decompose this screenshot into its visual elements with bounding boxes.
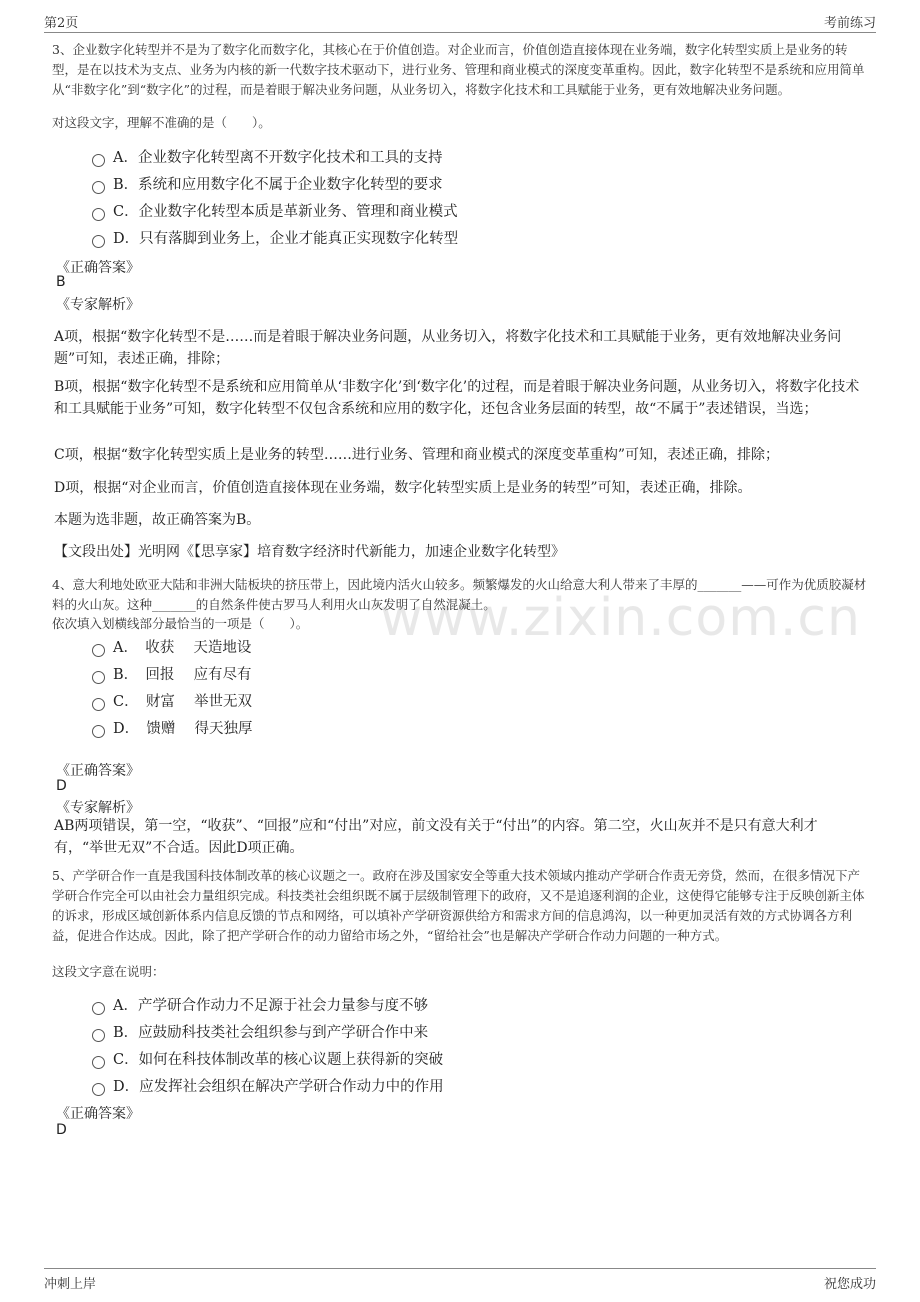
question-4-text: 4、意大利地处欧亚大陆和非洲大陆板块的挤压带上，因此境内活火山较多。频繁爆发的火山给意大利人带来了丰厚的_______——可作为优质胶凝材料的火山灰。这种_______的自然条件使古罗马人利用火山灰发明了自然混凝土。 bbox=[52, 577, 867, 612]
analysis-paragraph: AB两项错误，第一空，“收获”、“回报”应和“付出”对应，前文没有关于“付出”的内容。第二空，火山灰并不是只有意大利才有，“举世无双”不合适。因此D项正确。 bbox=[54, 818, 818, 856]
q5-option-a[interactable] bbox=[92, 994, 428, 1015]
q4-option-b[interactable] bbox=[92, 663, 252, 684]
q5-option-c[interactable] bbox=[92, 1048, 443, 1069]
question-4-prompt: 依次填入划横线部分最恰当的一项是（ ）。 bbox=[52, 616, 309, 631]
header-title: 考前练习 bbox=[823, 16, 876, 31]
option-label: C．如何在科技体制改革的核心议题上获得新的突破 bbox=[113, 1052, 444, 1068]
option-label: C． 财富 举世无双 bbox=[113, 694, 252, 710]
option-label: D． 馈赠 得天独厚 bbox=[113, 721, 253, 737]
option-label: B．系统和应用数字化不属于企业数字化转型的要求 bbox=[113, 177, 443, 193]
page-footer bbox=[44, 1268, 876, 1291]
question-5-prompt: 这段文字意在说明： bbox=[52, 964, 165, 979]
q4-option-a[interactable] bbox=[92, 636, 251, 657]
option-label: D．只有落脚到业务上，企业才能真正实现数字化转型 bbox=[113, 231, 459, 247]
radio-icon[interactable] bbox=[92, 181, 105, 194]
radio-icon[interactable] bbox=[92, 1002, 105, 1015]
q4-option-c[interactable] bbox=[92, 690, 252, 711]
option-label: B． 回报 应有尽有 bbox=[113, 667, 252, 683]
radio-icon[interactable] bbox=[92, 644, 105, 657]
q5-option-b[interactable] bbox=[92, 1021, 428, 1042]
analysis-label: 《专家解析》 bbox=[56, 297, 140, 313]
radio-icon[interactable] bbox=[92, 1056, 105, 1069]
option-label: C．企业数字化转型本质是革新业务、管理和商业模式 bbox=[113, 204, 458, 220]
q3-option-c[interactable] bbox=[92, 200, 458, 221]
answer-label: 《正确答案》 bbox=[56, 260, 140, 276]
question-5-text: 5、产学研合作一直是我国科技体制改革的核心议题之一。政府在涉及国家安全等重大技术领域内推动产学研合作责无旁贷，然而，在很多情况下产学研合作完全可以由社会力量组织完成。科技类社会组织既不属于层级制管理下的政府，又不是追逐利润的企业，这使得它能够专注于反映创新主体的诉求，形成区域创新体系内信息反馈的节点和网络，可以填补产学研资源供给方和需求方间的信息鸿沟，以一种更加灵活有效的方式协调各方利益，促进合作达成。因此，除了把产学研合作的动力留给市场之外，“留给社会”也是解决产学研合作动力问题的一种方式。 bbox=[52, 868, 865, 943]
q3-option-a[interactable] bbox=[92, 146, 442, 167]
answer-label: 《正确答案》 bbox=[56, 763, 140, 779]
radio-icon[interactable] bbox=[92, 154, 105, 167]
source-citation: 【文段出处】光明网《【思享家】培育数字经济时代新能力，加速企业数字化转型》 bbox=[54, 544, 565, 560]
footer-left-text: 冲刺上岸 bbox=[44, 1277, 97, 1292]
analysis-paragraph: D项，根据“对企业而言，价值创造直接体现在业务端，数字化转型实质上是业务的转型”可知，表述正确，排除。 bbox=[54, 480, 752, 496]
radio-icon[interactable] bbox=[92, 208, 105, 221]
radio-icon[interactable] bbox=[92, 725, 105, 738]
option-label: A． 收获 天造地设 bbox=[113, 640, 252, 656]
q4-option-d[interactable] bbox=[92, 717, 252, 738]
option-label: B．应鼓励科技类社会组织参与到产学研合作中来 bbox=[113, 1025, 429, 1041]
analysis-conclusion: 本题为选非题，故正确答案为B。 bbox=[54, 512, 261, 528]
radio-icon[interactable] bbox=[92, 1083, 105, 1096]
answer-label: 《正确答案》 bbox=[56, 1106, 140, 1122]
answer-value: D bbox=[56, 1122, 67, 1138]
q3-option-d[interactable] bbox=[92, 227, 458, 248]
answer-value: B bbox=[56, 274, 66, 290]
radio-icon[interactable] bbox=[92, 671, 105, 684]
q5-option-d[interactable] bbox=[92, 1075, 444, 1096]
answer-value: D bbox=[56, 778, 67, 794]
radio-icon[interactable] bbox=[92, 1029, 105, 1042]
page-number: 第2页 bbox=[44, 16, 79, 31]
radio-icon[interactable] bbox=[92, 235, 105, 248]
analysis-paragraph: C项，根据“数字化转型实质上是业务的转型……进行业务、管理和商业模式的深度变革重构”可知，表述正确，排除； bbox=[54, 447, 780, 463]
analysis-paragraph: B项，根据“数字化转型不是系统和应用简单从‘非数字化’到‘数字化’的过程，而是着眼于解决业务问题，从业务切入，将数字化技术和工具赋能于业务”可知，数字化转型不仅包含系统和应用的数字化，还包含业务层面的转型，故“不属于”表述错误，当选； bbox=[54, 379, 860, 417]
option-label: A．企业数字化转型离不开数字化技术和工具的支持 bbox=[113, 150, 443, 166]
analysis-label: 《专家解析》 bbox=[56, 800, 140, 816]
footer-right-text: 祝您成功 bbox=[823, 1277, 876, 1292]
analysis-paragraph: A项，根据“数字化转型不是……而是着眼于解决业务问题，从业务切入，将数字化技术和工具赋能于业务，更有效地解决业务问题”可知，表述正确，排除； bbox=[54, 329, 842, 367]
question-3-prompt: 对这段文字，理解不准确的是（ ）。 bbox=[52, 115, 271, 130]
q3-option-b[interactable] bbox=[92, 173, 443, 194]
option-label: D．应发挥社会组织在解决产学研合作动力中的作用 bbox=[113, 1079, 444, 1095]
question-3-text: 3、企业数字化转型并不是为了数字化而数字化，其核心在于价值创造。对企业而言，价值创造直接体现在业务端，数字化转型实质上是业务的转型，是在以技术为支点、业务为内核的新一代数字技术驱动下，进行业务、管理和商业模式的深度变革重构。因此，数字化转型不是系统和应用简单从“非数字化”到“数字化”的过程，而是着眼于解决业务问题，从业务切入，将数字化技术和工具赋能于业务，更有效地解决业务问题。 bbox=[52, 42, 865, 97]
page-header bbox=[44, 12, 876, 33]
radio-icon[interactable] bbox=[92, 698, 105, 711]
option-label: A．产学研合作动力不足源于社会力量参与度不够 bbox=[113, 998, 428, 1014]
watermark: www.zixin.com.cn bbox=[380, 588, 861, 648]
